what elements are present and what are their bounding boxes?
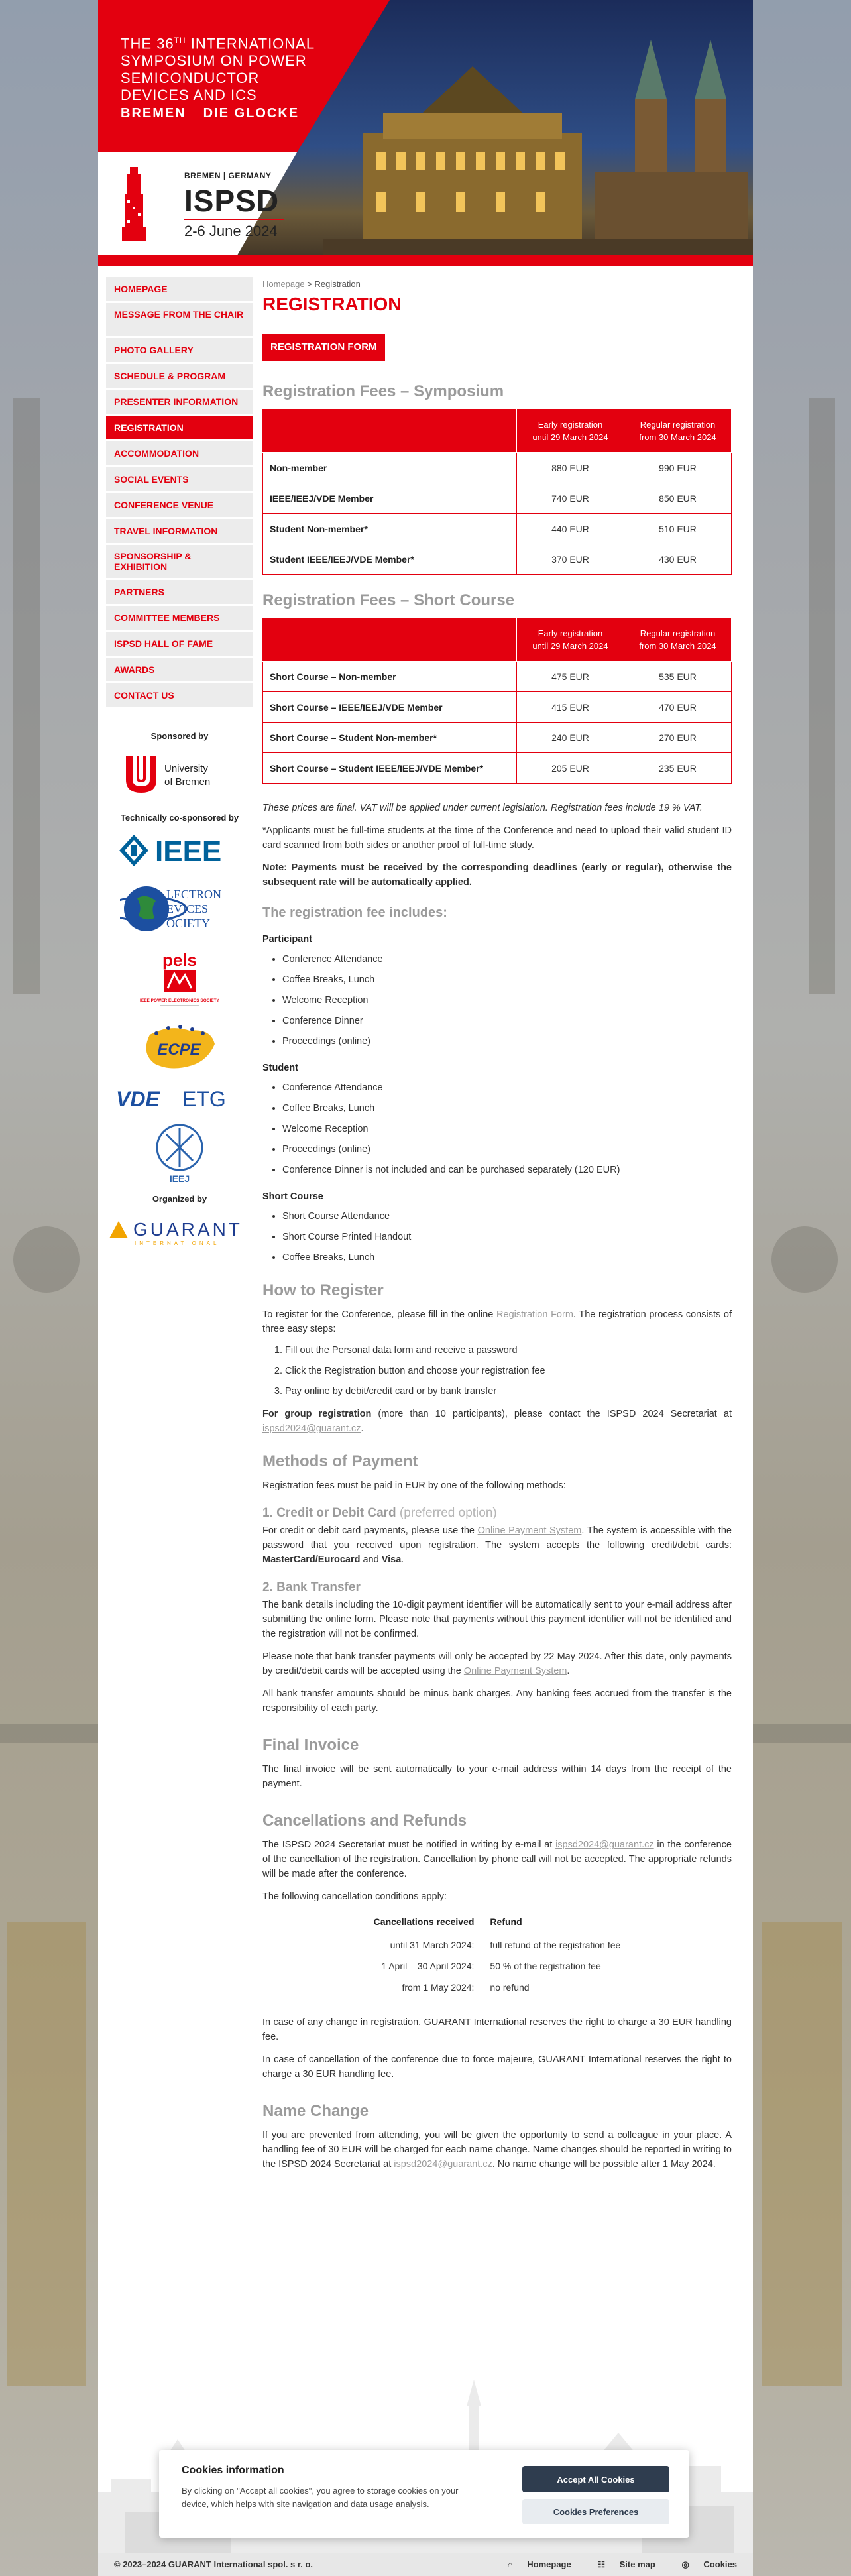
force-majeure-text: In case of cancellation of the conference due to force majeure, GUARANT International reserves the right to charge a 30 EUR handling fee. xyxy=(262,2054,732,2079)
list-item: 3. Pay online by debit/credit card or by bank transfer xyxy=(285,1384,732,1399)
table-row: 1 April – 30 April 2024: 50 % of the registration fee xyxy=(381,1961,601,1971)
table-header-early: Early registration until 29 March 2024 xyxy=(517,409,624,453)
bank-transfer-heading: 2. Bank Transfer xyxy=(262,1580,361,1594)
sitemap-icon: ☷ xyxy=(597,2559,606,2569)
participant-list xyxy=(282,952,732,1049)
svg-text:IEEE POWER ELECTRONICS SOCIETY: IEEE POWER ELECTRONICS SOCIETY xyxy=(140,998,219,1003)
svg-text:OCIETY: OCIETY xyxy=(166,917,210,930)
logo-country: BREMEN | GERMANY xyxy=(184,171,272,180)
student-note: *Applicants must be full-time students at the time of the Conference and need to upload their valid student ID card scanned from both sides or another proof of full-time study. xyxy=(262,825,732,850)
short-course-list xyxy=(282,1209,732,1265)
short-course-fees-heading: Registration Fees – Short Course xyxy=(262,591,515,609)
payment-deadline-note: Note: Payments must be received by the corresponding deadlines (early or regular), otherwise the subsequent rate will be automatically applied. xyxy=(262,862,732,888)
list-item: • Coffee Breaks, Lunch xyxy=(282,1250,732,1265)
bank-charges-text: All bank transfer amounts should be minus bank charges. Any banking fees accrued from the transfer is the responsibility of each party. xyxy=(262,1688,732,1714)
page-container xyxy=(98,0,753,2576)
table-header-regular: Regular registration from 30 March 2024 xyxy=(624,409,732,453)
student-label: Student xyxy=(262,1063,298,1073)
nav-item-conference-venue[interactable]: CONFERENCE VENUE xyxy=(106,493,253,517)
table-row: Short Course – IEEE/IEEJ/VDE Member 415 EUR 470 EUR xyxy=(263,692,732,723)
nav-item-message-from-chair[interactable]: MESSAGE FROM THE CHAIR xyxy=(106,303,253,336)
table-row: Non-member 880 EUR 990 EUR xyxy=(263,453,732,483)
how-to-register-heading: How to Register xyxy=(262,1281,384,1299)
nav-item-accommodation[interactable]: ACCOMMODATION xyxy=(106,441,253,465)
list-item: 1. Fill out the Personal data form and receive a password xyxy=(285,1343,732,1358)
credit-card-heading: 1. Credit or Debit Card (preferred option) xyxy=(262,1506,497,1520)
change-fee-text: In case of any change in registration, GUARANT International reserves the right to charge a 30 EUR handling fee. xyxy=(262,2017,732,2042)
table-header-row xyxy=(263,618,732,662)
ecpe-logo[interactable] xyxy=(137,1022,223,1076)
vat-note: These prices are final. VAT will be applied under current legislation. Registration fees include 19 % VAT. xyxy=(262,803,703,813)
svg-text:IEEE: IEEE xyxy=(155,835,222,868)
logo-name: ISPSD xyxy=(184,184,280,218)
sidebar xyxy=(106,277,253,1249)
list-item: • Coffee Breaks, Lunch xyxy=(282,972,732,987)
svg-text:LECTRON: LECTRON xyxy=(166,888,221,901)
list-item: • Proceedings (online) xyxy=(282,1034,732,1049)
online-payment-system-link[interactable]: Online Payment System xyxy=(463,1666,567,1676)
accept-cookies-button[interactable]: Accept All Cookies xyxy=(522,2466,669,2492)
logo-dates: 2-6 June 2024 xyxy=(184,223,278,239)
nav-item-committee-members[interactable]: COMMITTEE MEMBERS xyxy=(106,606,253,630)
final-invoice-text: The final invoice will be sent automatically to your e-mail address within 14 days from the receipt of the payment. xyxy=(262,1764,732,1789)
svg-text:ECPE: ECPE xyxy=(157,1041,201,1059)
list-item: • Short Course Printed Handout xyxy=(282,1230,732,1244)
table-header-regular: Regular registration from 30 March 2024 xyxy=(624,618,732,662)
includes-heading: The registration fee includes: xyxy=(262,906,447,920)
nav-item-photo-gallery[interactable]: PHOTO GALLERY xyxy=(106,338,253,362)
payment-methods-heading: Methods of Payment xyxy=(262,1452,418,1470)
list-item: • Short Course Attendance xyxy=(282,1209,732,1224)
final-invoice-heading: Final Invoice xyxy=(262,1736,359,1754)
secretariat-email-link[interactable]: ispsd2024@guarant.cz xyxy=(394,2159,492,2170)
nav-item-schedule-program[interactable]: SCHEDULE & PROGRAM xyxy=(106,364,253,388)
guarant-logo[interactable] xyxy=(107,1213,253,1249)
list-item: • Conference Attendance xyxy=(282,1081,732,1095)
svg-text:INTERNATIONAL: INTERNATIONAL xyxy=(135,1240,220,1246)
nav-item-registration[interactable]: REGISTRATION xyxy=(106,416,253,439)
secretariat-email-link[interactable]: ispsd2024@guarant.cz xyxy=(555,1840,654,1850)
student-list xyxy=(282,1081,732,1177)
table-header-blank xyxy=(263,618,517,662)
main-content xyxy=(262,277,732,2172)
logo-divider xyxy=(184,219,284,220)
footer-copyright: © 2023–2024 GUARANT International spol. s r. o. xyxy=(114,2559,313,2569)
short-course-label: Short Course xyxy=(262,1191,323,1202)
cosponsored-by-label: Technically co-sponsored by xyxy=(120,813,239,823)
roland-statue-icon xyxy=(121,167,147,241)
organized-by-label: Organized by xyxy=(152,1194,207,1204)
name-change-text: If you are prevented from attending, you will be given the opportunity to send a colleague in your place. A handling fee of 30 EUR will be charged for each name change. Name changes should be reported in writing to the ISPSD 2024 Secretariat at ispsd2024@guarant.cz. No name change will be possible after 1 May 2024. xyxy=(262,2130,732,2170)
list-item: • Proceedings (online) xyxy=(282,1142,732,1157)
short-course-fees-table xyxy=(262,617,732,784)
list-item: • Welcome Reception xyxy=(282,993,732,1008)
sponsored-by-label: Sponsored by xyxy=(150,731,209,741)
bank-transfer-deadline: Please note that bank transfer payments will only be accepted by 22 May 2024. After this date, only payments by credit/debit cards will be accepted using the Online Payment System. xyxy=(262,1651,732,1676)
cancellations-text: The ISPSD 2024 Secretariat must be notified in writing by e-mail at ispsd2024@guarant.cz in the conference of the cancellation of the registration. Cancellation by phone call will not be accepted. The appropriate refunds will be made after the conference. xyxy=(262,1840,732,1879)
symposium-fees-table xyxy=(262,408,732,575)
nav-item-homepage[interactable]: HOMEPAGE xyxy=(106,277,253,301)
nav-item-partners[interactable]: PARTNERS xyxy=(106,580,253,604)
list-item: • Conference Attendance xyxy=(282,952,732,966)
footer xyxy=(98,2553,753,2576)
list-item: • Conference Dinner xyxy=(282,1014,732,1028)
svg-text:EVICES: EVICES xyxy=(166,902,208,915)
vde-etg-logo[interactable] xyxy=(113,1085,246,1112)
group-registration-note: For group registration (more than 10 participants), please contact the ISPSD 2024 Secretariat at ispsd2024@guarant.cz. xyxy=(262,1409,732,1434)
list-item: • Conference Dinner is not included and can be purchased separately (120 EUR) xyxy=(282,1163,732,1177)
table-row: from 1 May 2024: no refund xyxy=(402,1982,530,1993)
cookie-icon: ◎ xyxy=(681,2559,689,2569)
svg-text:IEEJ: IEEJ xyxy=(169,1173,190,1184)
svg-text:of Bremen: of Bremen xyxy=(164,776,211,788)
registration-steps xyxy=(285,1343,732,1399)
credit-card-text: For credit or debit card payments, please use the Online Payment System. The system is accessible with the password that you received upon registration. The system accepts the following credit/debit cards: MasterCard/Eurocard and Visa. xyxy=(262,1525,732,1565)
table-header-early: Early registration until 29 March 2024 xyxy=(517,618,624,662)
symposium-fees-heading: Registration Fees – Symposium xyxy=(262,382,504,400)
svg-text:University: University xyxy=(164,763,208,774)
footer-links xyxy=(484,2559,737,2570)
nav-item-presenter-information[interactable]: PRESENTER INFORMATION xyxy=(106,390,253,414)
table-row: Short Course – Student Non-member* 240 EUR 270 EUR xyxy=(263,723,732,753)
banner-title: THE 36TH INTERNATIONAL SYMPOSIUM ON POWER SEMICONDUCTOR DEVICES AND ICS xyxy=(121,35,315,104)
list-item: • Welcome Reception xyxy=(282,1122,732,1136)
banner-stripe xyxy=(98,255,753,266)
table-header-row xyxy=(263,409,732,453)
svg-text:pels: pels xyxy=(162,950,198,970)
page-title: REGISTRATION xyxy=(262,294,402,314)
pels-logo[interactable] xyxy=(140,949,219,1012)
list-item: • Coffee Breaks, Lunch xyxy=(282,1101,732,1116)
bremen-town-hall-image xyxy=(323,40,753,259)
cancellations-heading: Cancellations and Refunds xyxy=(262,1812,467,1830)
table-row: Short Course – Student IEEE/IEEJ/VDE Member* 205 EUR 235 EUR xyxy=(263,753,732,784)
bank-transfer-text: The bank details including the 10-digit payment identifier will be automatically sent to your e-mail address after submitting the online form. Please note that payments without this payment identifier will not be identified and the registration will not be confirmed. xyxy=(262,1600,732,1639)
cookie-title: Cookies information xyxy=(182,2465,284,2476)
breadcrumb-current: Registration xyxy=(314,279,361,289)
ieee-logo[interactable] xyxy=(117,832,243,869)
svg-text:GUARANT: GUARANT xyxy=(133,1219,243,1240)
nav-item-contact-us[interactable]: CONTACT US xyxy=(106,683,253,707)
breadcrumb-separator: > xyxy=(307,279,312,289)
registration-form-button[interactable]: REGISTRATION FORM xyxy=(262,334,385,361)
table-row: Student Non-member* 440 EUR 510 EUR xyxy=(263,514,732,544)
table-header-blank xyxy=(263,409,517,453)
svg-text:VDE: VDE xyxy=(116,1087,160,1111)
list-item: 2. Click the Registration button and choose your registration fee xyxy=(285,1364,732,1378)
nav-item-social-events[interactable]: SOCIAL EVENTS xyxy=(106,467,253,491)
cookie-preferences-button[interactable]: Cookies Preferences xyxy=(522,2499,669,2524)
ispsd-logo[interactable] xyxy=(121,164,293,244)
university-bremen-logo[interactable] xyxy=(123,750,236,797)
header-banner xyxy=(98,0,753,266)
participant-label: Participant xyxy=(262,934,312,945)
nav-item-hall-of-fame[interactable]: ISPSD HALL OF FAME xyxy=(106,632,253,656)
secretariat-email-link[interactable]: ispsd2024@guarant.cz xyxy=(262,1423,361,1434)
cancellation-conditions-intro: The following cancellation conditions apply: xyxy=(262,1891,447,1902)
table-row: until 31 March 2024: full refund of the registration fee xyxy=(390,1940,621,1950)
cookie-banner xyxy=(159,2450,689,2538)
table-row: IEEE/IEEJ/VDE Member 740 EUR 850 EUR xyxy=(263,483,732,514)
registration-form-link[interactable]: Registration Form xyxy=(496,1309,573,1320)
footer-homepage-link[interactable]: ⌂ Homepage xyxy=(507,2559,571,2569)
payment-intro: Registration fees must be paid in EUR by one of the following methods: xyxy=(262,1480,566,1491)
nav-item-travel-information[interactable]: TRAVEL INFORMATION xyxy=(106,519,253,543)
banner-location: BREMEN DIE GLOCKE xyxy=(121,106,300,121)
table-row: Short Course – Non-member 475 EUR 535 EUR xyxy=(263,662,732,692)
table-row: Student IEEE/IEEJ/VDE Member* 370 EUR 430 EUR xyxy=(263,544,732,575)
footer-sitemap-link[interactable]: ☷ Site map xyxy=(597,2559,655,2569)
breadcrumb xyxy=(262,277,732,292)
table-header-row: Cancellations received Refund xyxy=(373,1916,522,1927)
electron-devices-society-logo[interactable] xyxy=(120,878,239,939)
svg-text:ETG: ETG xyxy=(182,1087,226,1111)
nav-item-awards[interactable]: AWARDS xyxy=(106,658,253,681)
footer-cookies-link[interactable]: ◎ Cookies xyxy=(681,2559,737,2569)
name-change-heading: Name Change xyxy=(262,2102,369,2120)
home-icon: ⌂ xyxy=(507,2559,513,2569)
online-payment-system-link[interactable]: Online Payment System xyxy=(477,1525,582,1536)
ieej-logo[interactable] xyxy=(150,1121,209,1185)
how-intro: To register for the Conference, please fill in the online Registration Form. The registration process consists of three easy steps: xyxy=(262,1309,732,1334)
breadcrumb-home-link[interactable]: Homepage xyxy=(262,279,305,289)
cancellation-table xyxy=(366,1913,629,1998)
cookie-text: By clicking on "Accept all cookies", you agree to storage cookies on your device, which helps with site navigation and data usage analysis. xyxy=(182,2486,459,2509)
nav-item-sponsorship[interactable]: SPONSORSHIP & EXHIBITION xyxy=(106,545,253,578)
